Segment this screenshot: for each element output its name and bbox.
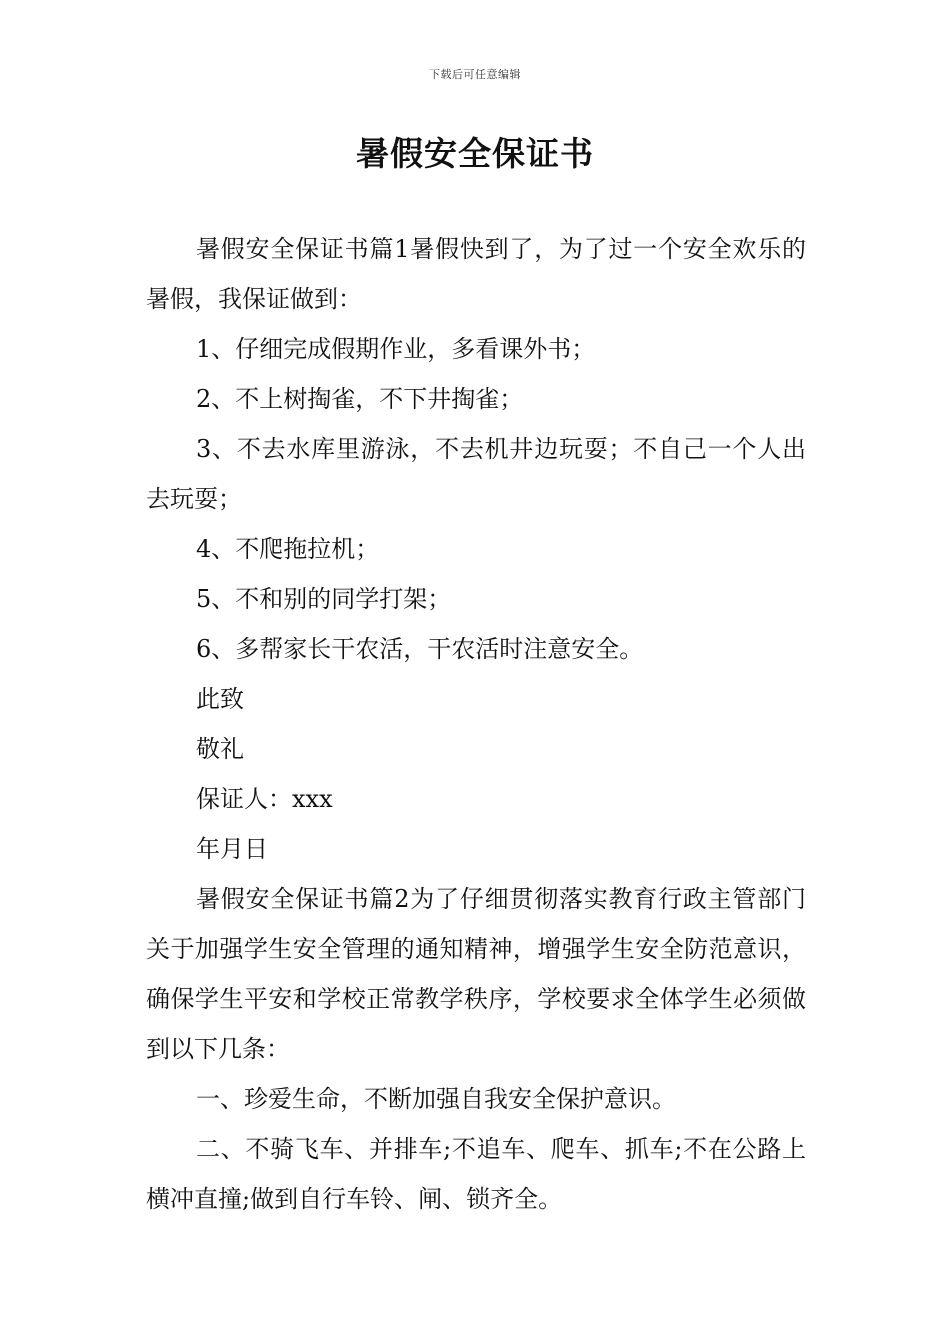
rule-item-1: 一、珍爱生命，不断加强自我安全保护意识。	[196, 1085, 676, 1113]
paragraph-intro-2: 暑假安全保证书篇2为了仔细贯彻落实教育行政主管部门关于加强学生安全管理的通知精神，增强学生安全防范意识，确保学生平安和学校正常教学秩序，学校要求全体学生必须做到以下几条：	[146, 885, 806, 1063]
list-item-4: 4、不爬拖拉机；	[196, 535, 380, 563]
list-item-3: 3、不去水库里游泳，不去机井边玩耍；不自己一个人出去玩耍；	[146, 435, 806, 513]
header-note: 下载后可任意编辑	[429, 68, 521, 81]
document-body	[146, 224, 806, 1224]
date-line: 年月日	[196, 835, 268, 863]
closing-salutation: 此致	[196, 685, 244, 713]
paragraph-intro-1: 暑假安全保证书篇1暑假快到了，为了过一个安全欢乐的暑假，我保证做到：	[146, 235, 806, 313]
list-item-5: 5、不和别的同学打架；	[196, 585, 452, 613]
rule-item-2: 二、不骑飞车、并排车;不追车、爬车、抓车;不在公路上横冲直撞;做到自行车铃、闸、锁齐全。	[146, 1135, 806, 1213]
closing-regards: 敬礼	[196, 735, 244, 763]
document-title: 暑假安全保证书	[356, 134, 594, 173]
list-item-6: 6、多帮家长干农活，干农活时注意安全。	[196, 635, 644, 663]
list-item-2: 2、不上树掏雀，不下井掏雀；	[196, 385, 524, 413]
guarantor-line: 保证人：xxx	[196, 785, 333, 813]
list-item-1: 1、仔细完成假期作业，多看课外书；	[196, 335, 596, 363]
